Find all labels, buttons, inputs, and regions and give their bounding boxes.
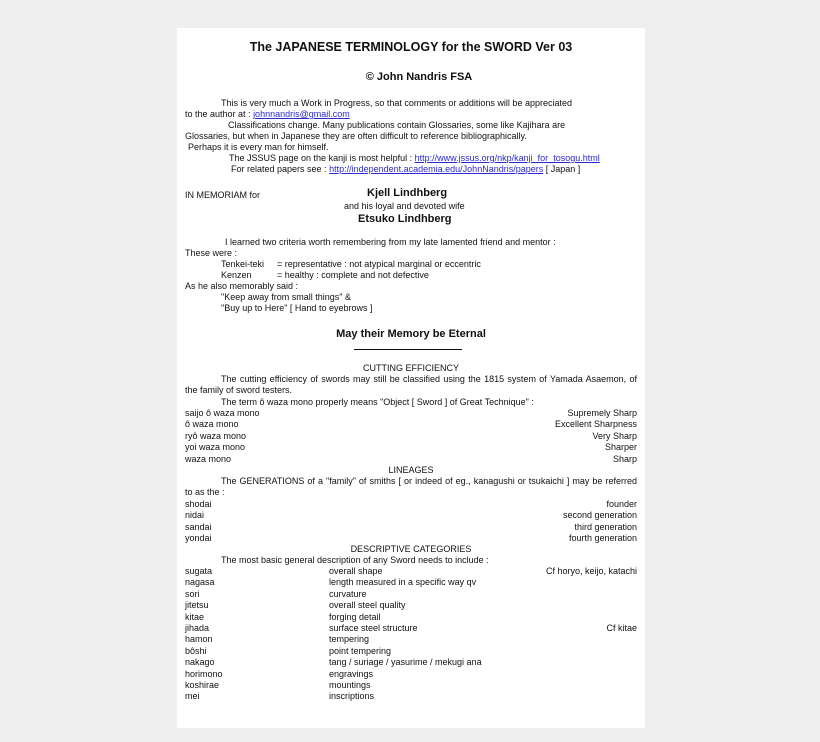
row-term: yondai bbox=[185, 533, 212, 544]
row-meaning: engravings bbox=[329, 668, 374, 679]
row-meaning: Excellent Sharpness bbox=[554, 419, 637, 430]
row-meaning: Sharper bbox=[604, 442, 637, 453]
row-term: ô waza mono bbox=[185, 419, 239, 430]
table-row bbox=[185, 499, 637, 510]
row-term: nakago bbox=[185, 657, 215, 668]
table-row bbox=[185, 589, 637, 600]
table-row bbox=[185, 454, 637, 465]
row-term: shodai bbox=[185, 499, 212, 509]
row-note: Cf kitae bbox=[606, 623, 637, 633]
row-meaning: tempering bbox=[329, 634, 370, 645]
quote-2: "Buy up to Here" [ Hand to eyebrows ] bbox=[221, 303, 373, 313]
table-row bbox=[185, 669, 637, 680]
criteria-line-1: I learned two criteria worth remembering from my late lamented friend and mentor : bbox=[225, 237, 556, 247]
row-meaning: forging detail bbox=[329, 611, 381, 622]
cutting-term-line: The term ô waza mono properly means "Object [ Sword ] of Great Technique" : bbox=[221, 397, 534, 407]
row-term: koshirae bbox=[185, 680, 220, 690]
row-meaning: Very Sharp bbox=[592, 430, 637, 441]
row-meaning: second generation bbox=[562, 510, 637, 521]
row-meaning: overall shape bbox=[329, 566, 383, 576]
kenzen-definition: = healthy : complete and not defective bbox=[277, 270, 429, 280]
criteria-said: As he also memorably said : bbox=[185, 281, 299, 291]
row-term: nidai bbox=[185, 510, 205, 521]
memoriam-name-2: Etsuko Lindhberg bbox=[358, 213, 452, 225]
row-meaning: inscriptions bbox=[329, 691, 375, 702]
document-title: The JAPANESE TERMINOLOGY for the SWORD Ver 03 bbox=[249, 40, 573, 54]
row-term: bôshi bbox=[185, 645, 207, 656]
table-row bbox=[185, 600, 637, 611]
intro-line-4: Glossaries, but when in Japanese they are often difficult to reference bibliographically. bbox=[185, 131, 527, 141]
memoriam-name-1: Kjell Lindhberg bbox=[367, 187, 448, 199]
memory-line: May their Memory be Eternal bbox=[336, 328, 486, 340]
kenzen-term: Kenzen bbox=[221, 270, 252, 280]
tenkei-definition: = representative : not atypical marginal or eccentric bbox=[277, 259, 481, 269]
memoriam-connector: and his loyal and devoted wife bbox=[344, 201, 465, 211]
row-meaning: surface steel structure bbox=[329, 623, 418, 633]
table-row bbox=[185, 522, 637, 533]
descriptive-heading: DESCRIPTIVE CATEGORIES bbox=[350, 544, 472, 554]
row-term: saijo ô waza mono bbox=[185, 408, 260, 418]
row-term: nagasa bbox=[185, 577, 215, 588]
row-meaning: point tempering bbox=[329, 645, 392, 656]
row-term: hamon bbox=[185, 634, 213, 645]
intro-line-6: The JSSUS page on the kanji is most helpful : http://www.jssus.org/nkp/kanji_for_tosogu.html bbox=[229, 153, 600, 163]
intro-line-7: For related papers see : http://independent.academia.edu/JohnNandris/papers [ Japan ] bbox=[231, 164, 581, 174]
table-row bbox=[185, 691, 637, 702]
row-meaning: third generation bbox=[574, 521, 637, 532]
row-meaning: overall steel quality bbox=[329, 600, 406, 611]
intro-line-1: This is very much a Work in Progress, so that comments or additions will be appreciated bbox=[221, 98, 572, 108]
table-row bbox=[185, 408, 637, 419]
table-row bbox=[185, 623, 637, 634]
table-row bbox=[185, 431, 637, 442]
quote-1: "Keep away from small things" & bbox=[221, 292, 351, 302]
row-meaning: Supremely Sharp bbox=[567, 408, 637, 418]
row-term: jitetsu bbox=[185, 600, 209, 611]
table-row bbox=[185, 533, 637, 544]
jssus-link[interactable]: http://www.jssus.org/nkp/kanji_for_tosogu.html bbox=[414, 153, 600, 163]
row-note: Cf horyo, keijo, katachi bbox=[545, 566, 637, 576]
lineages-heading: LINEAGES bbox=[388, 465, 434, 475]
intro-line-5: Perhaps it is every man for himself. bbox=[188, 142, 329, 152]
row-term: kitae bbox=[185, 611, 205, 622]
author-email-link[interactable]: johnnandris@gmail.com bbox=[253, 109, 350, 119]
descriptive-intro: The most basic general description of any Sword needs to include : bbox=[221, 555, 489, 565]
table-row bbox=[185, 657, 637, 668]
tenkei-term: Tenkei-teki bbox=[221, 259, 265, 269]
row-meaning: curvature bbox=[329, 588, 367, 599]
table-row bbox=[185, 510, 637, 521]
lineages-paragraph: The GENERATIONS of a "family" of smiths [ or indeed of eg., kanagushi or tsukaichi ] may be referred to as the : bbox=[185, 476, 637, 497]
row-term: sugata bbox=[185, 566, 213, 576]
memoriam-label: IN MEMORIAM for bbox=[185, 190, 261, 200]
row-term: mei bbox=[185, 691, 200, 702]
table-row bbox=[185, 612, 637, 623]
row-meaning: length measured in a specific way qv bbox=[329, 577, 477, 588]
row-meaning: founder bbox=[606, 499, 637, 509]
table-row bbox=[185, 566, 637, 577]
row-term: sori bbox=[185, 588, 200, 599]
intro-line-2: to the author at : johnnandris@gmail.com bbox=[185, 109, 350, 119]
row-meaning: tang / suriage / yasurime / mekugi ana bbox=[329, 657, 482, 668]
papers-link[interactable]: http://independent.academia.edu/JohnNandris/papers bbox=[329, 164, 544, 174]
row-meaning: mountings bbox=[329, 680, 371, 690]
document-page bbox=[177, 28, 645, 728]
table-row bbox=[185, 577, 637, 588]
row-term: jihada bbox=[185, 623, 210, 633]
table-row bbox=[185, 419, 637, 430]
table-row bbox=[185, 442, 637, 453]
row-term: yoi waza mono bbox=[185, 442, 246, 453]
criteria-line-2: These were : bbox=[185, 248, 238, 258]
row-term: ryô waza mono bbox=[185, 430, 247, 441]
row-meaning: fourth generation bbox=[568, 533, 637, 544]
table-row bbox=[185, 680, 637, 691]
row-term: sandai bbox=[185, 521, 212, 532]
intro-line-3: Classifications change. Many publications contain Glossaries, some like Kajihara are bbox=[228, 120, 566, 130]
author-line: © John Nandris FSA bbox=[365, 71, 473, 83]
table-row bbox=[185, 646, 637, 657]
table-row bbox=[185, 634, 637, 645]
row-term: waza mono bbox=[185, 453, 232, 464]
cutting-paragraph: The cutting efficiency of swords may still be classified using the 1815 system of Yamada Asaemon, of the family of sword testers. bbox=[185, 374, 637, 395]
row-term: horimono bbox=[185, 668, 223, 679]
row-meaning: Sharp bbox=[612, 453, 637, 464]
divider-rule bbox=[354, 349, 462, 350]
cutting-heading: CUTTING EFFICIENCY bbox=[363, 363, 459, 373]
